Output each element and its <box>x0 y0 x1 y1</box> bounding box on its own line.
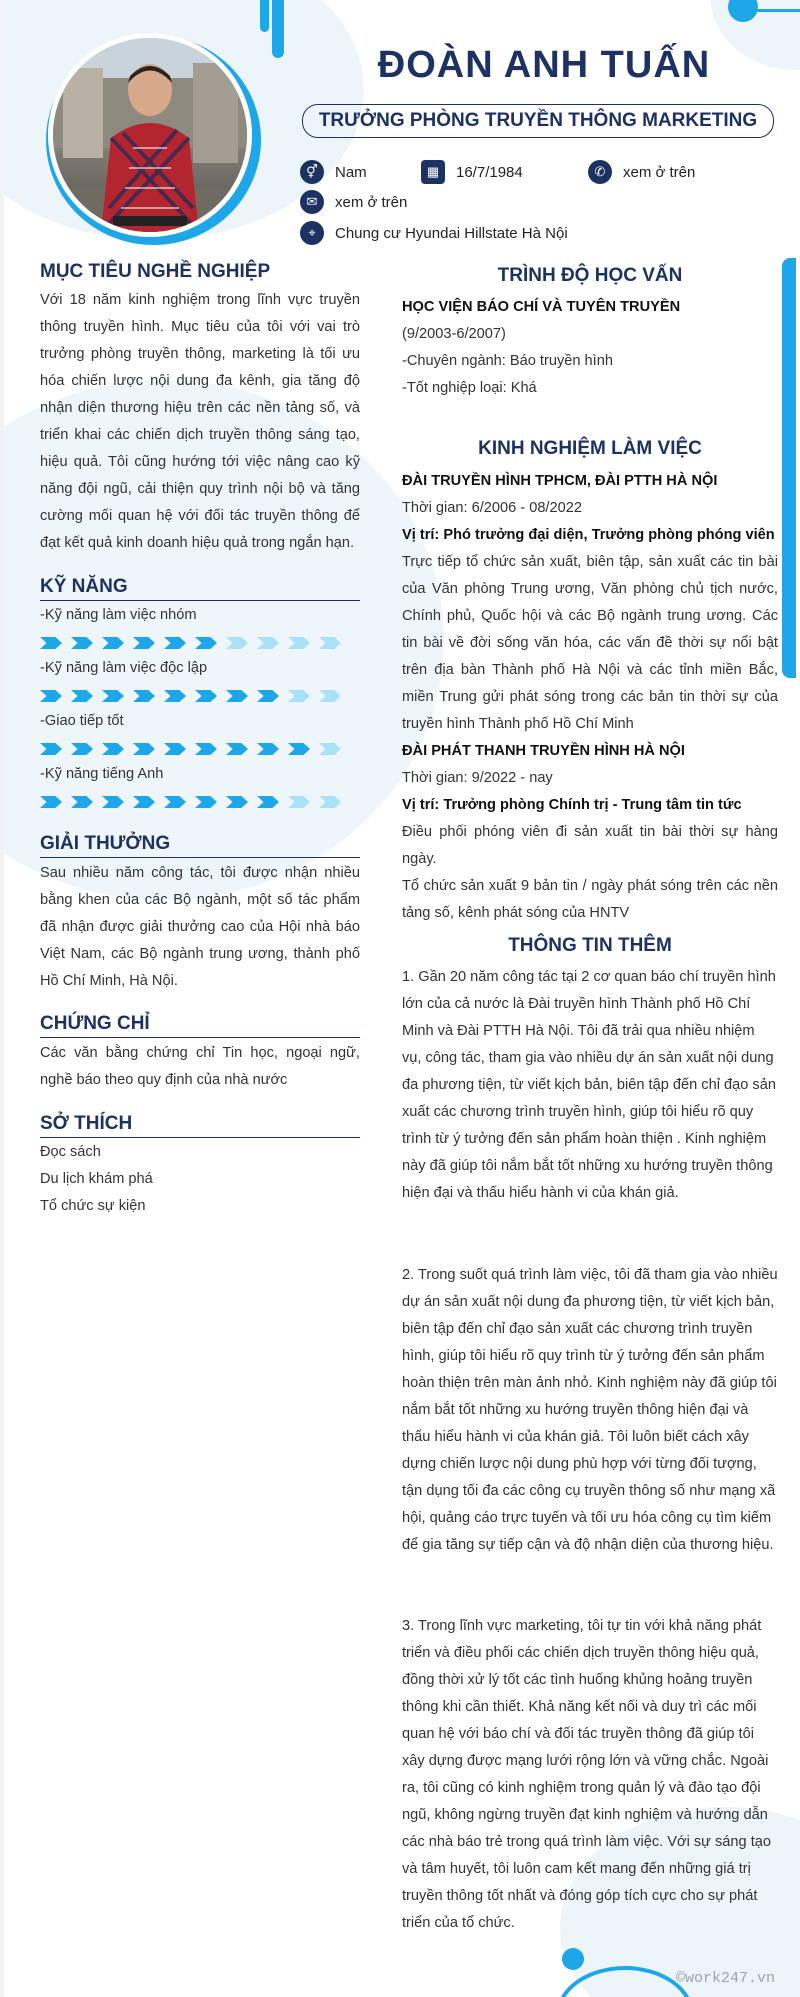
calendar-icon: ▦ <box>421 160 445 184</box>
skill-level-chevron <box>71 743 93 755</box>
job-time: Thời gian: 9/2022 - nay <box>402 770 553 786</box>
skill-level-chevron <box>133 637 155 649</box>
skill-level-chevron <box>257 637 279 649</box>
skill-level-chevron <box>71 796 93 808</box>
skills-title: KỸ NĂNG <box>40 576 128 597</box>
contact-phone <box>588 160 695 184</box>
hobby-item: Đọc sách <box>40 1144 101 1160</box>
education-major: -Chuyên ngành: Báo truyền hình <box>402 353 613 369</box>
skill-level-chevron <box>226 796 248 808</box>
education-title: TRÌNH ĐỘ HỌC VẤN <box>497 265 683 286</box>
email-icon: ✉ <box>300 190 324 214</box>
job-description: Trực tiếp tổ chức sản xuất, biên tập, sản xuất các tin bài của Văn phòng Trung ương, Văn phòng chủ tịch nước, Chính phủ, Quốc hội và các Bộ ngành trung ương. Các tin bài về đời sống văn hóa, các vấn đề thời sự nổi bật trên địa bàn Thành phố Hà Nội và các tỉnh miền Bắc, miền Trung gửi phát sóng trong các bản tin thời sự của truyền hình Thành phố Hồ Chí Minh <box>402 554 778 732</box>
skill-bar <box>40 690 350 702</box>
decor-side-bar <box>782 258 796 678</box>
skill-level-chevron <box>226 637 248 649</box>
skill-level-chevron <box>288 796 310 808</box>
gender-value: Nam <box>335 163 367 181</box>
objective-title: MỤC TIÊU NGHỀ NGHIỆP <box>40 261 271 282</box>
contact-gender <box>300 160 367 184</box>
skill-level-chevron <box>164 637 186 649</box>
skill-label: -Kỹ năng làm việc độc lập <box>40 660 208 676</box>
birthday-value: 16/7/1984 <box>456 163 523 181</box>
company-name: ĐÀI TRUYỀN HÌNH TPHCM, ĐÀI PTTH HÀ NỘI <box>402 473 718 489</box>
skill-level-chevron <box>40 637 62 649</box>
skill-label: -Kỹ năng làm việc nhóm <box>40 607 197 623</box>
job-time: Thời gian: 6/2006 - 08/2022 <box>402 500 582 516</box>
hobby-item: Tổ chức sự kiện <box>40 1198 146 1214</box>
skill-level-chevron <box>257 743 279 755</box>
skill-bar <box>40 743 350 755</box>
skill-level-chevron <box>288 637 310 649</box>
job-position: Vị trí: Trưởng phòng Chính trị - Trung tâm tin tức <box>402 797 742 813</box>
skill-bar <box>40 796 350 808</box>
skill-level-chevron <box>195 637 217 649</box>
skill-label: -Kỹ năng tiếng Anh <box>40 766 164 782</box>
certificates-title: CHỨNG CHỈ <box>40 1013 150 1034</box>
skill-level-chevron <box>226 743 248 755</box>
school-name: HỌC VIỆN BÁO CHÍ VÀ TUYÊN TRUYỀN <box>402 299 681 315</box>
hobbies-title: SỞ THÍCH <box>40 1113 133 1134</box>
skill-level-chevron <box>40 690 62 702</box>
job-description: Tổ chức sản xuất 9 bản tin / ngày phát sóng trên các nền tảng số, kênh phát sóng của HNTV <box>402 878 778 921</box>
skill-level-chevron <box>195 796 217 808</box>
awards-text: Sau nhiều năm công tác, tôi được nhận nhiều bằng khen của các Bộ ngành, một số tác phẩm đã nhận được giải thưởng cao của Hội nhà báo Việt Nam, các Bộ ngành trung ương, thành phố Hồ Chí Minh, Hà Nội. <box>40 865 360 989</box>
hobby-item: Du lịch khám phá <box>40 1171 153 1187</box>
skill-level-chevron <box>288 743 310 755</box>
skill-level-chevron <box>319 796 341 808</box>
email-value: xem ở trên <box>335 193 408 211</box>
skill-level-chevron <box>40 743 62 755</box>
company-name: ĐÀI PHÁT THANH TRUYỀN HÌNH HÀ NỘI <box>402 743 685 759</box>
skill-level-chevron <box>164 796 186 808</box>
skill-level-chevron <box>71 690 93 702</box>
location-icon: ⌖ <box>300 221 324 245</box>
education-grade: -Tốt nghiệp loại: Khá <box>402 380 537 396</box>
more-info-title: THÔNG TIN THÊM <box>508 935 672 956</box>
experience-title: KINH NGHIỆM LÀM VIỆC <box>478 438 702 459</box>
skill-level-chevron <box>164 743 186 755</box>
job-title: TRƯỞNG PHÒNG TRUYỀN THÔNG MARKETING <box>302 104 774 138</box>
skill-level-chevron <box>288 690 310 702</box>
skill-level-chevron <box>319 690 341 702</box>
skill-bar <box>40 637 350 649</box>
skill-level-chevron <box>40 796 62 808</box>
skill-label: -Giao tiếp tốt <box>40 713 124 729</box>
avatar <box>53 38 247 232</box>
skill-level-chevron <box>133 743 155 755</box>
decor-circle <box>562 1948 584 1970</box>
skill-level-chevron <box>102 743 124 755</box>
gender-icon: ⚥ <box>300 160 324 184</box>
contact-address <box>300 221 568 245</box>
education-period: (9/2003-6/2007) <box>402 326 506 342</box>
watermark: ©work247.vn <box>676 1970 776 1987</box>
more-info-paragraph: 3. Trong lĩnh vực marketing, tôi tự tin với khả năng phát triển và điều phối các chiến dịch truyền thông hiệu quả, đồng thời xử lý tốt các tình huống khủng hoảng truyền thông khi cần thiết. Khả năng kết nối và duy trì các mối quan hệ với báo chí và đối tác truyền thông đã giúp tôi xây dựng được mạng lưới rộng lớn và vững chắc. Ngoài ra, tôi cũng có kinh nghiệm trong quản lý và đào tạo đội ngũ, không ngừng truyền đạt kinh nghiệm và hướng dẫn các nhà báo trẻ trong quá trình làm việc. Với sự sáng tạo và tâm huyết, tôi luôn cam kết mang đến những giá trị truyền thông tốt nhất và đóng góp tích cực cho sự phát triển của tổ chức. <box>402 1618 771 1931</box>
skill-level-chevron <box>133 796 155 808</box>
job-description: Điều phối phóng viên đi sản xuất tin bài thời sự hàng ngày. <box>402 824 778 867</box>
job-position: Vị trí: Phó trưởng đại diện, Trưởng phòng phóng viên <box>402 527 775 543</box>
more-info-paragraph: 2. Trong suốt quá trình làm việc, tôi đã tham gia vào nhiều dự án sản xuất nội dung đa phương tiện, từ viết kịch bản, biên tập đến chỉ đạo sản xuất các chương trình truyền hình, giúp tôi hiểu rõ quy trình từ ý tưởng đến sản phẩm hoàn thiện trên màn ảnh nhỏ. Kinh nghiệm này đã giúp tôi nắm bắt tốt những xu hướng truyền thông hiện đại và thấu hiểu hành vi của khán giả. Tôi luôn biết cách xây dựng chiến lược nội dung phù hợp với từng đối tượng, tận dụng tối đa các công cụ truyền thông số như mạng xã hội, quảng cáo trực tuyến và tối ưu hóa công cụ tìm kiếm để gia tăng sự tiếp cận và độ nhận diện của thương hiệu. <box>402 1267 778 1553</box>
skill-level-chevron <box>71 637 93 649</box>
skill-level-chevron <box>102 637 124 649</box>
skill-level-chevron <box>102 796 124 808</box>
more-info-paragraph: 1. Gần 20 năm công tác tại 2 cơ quan báo chí truyền hình lớn của cả nước là Đài truyền hình Thành phố Hồ Chí Minh và Đài PTTH Hà Nội. Tôi đã trải qua nhiều nhiệm vụ, công tác, tham gia vào nhiều dự án sản xuất nội dung đa phương tiện, từ viết kịch bản, biên tập đến chỉ đạo sản xuất các chương trình truyền hình, giúp tôi hiểu rõ quy trình từ ý tưởng đến sản phẩm hoàn thiện . Kinh nghiệm này đã giúp tôi nắm bắt tốt những xu hướng truyền thông hiện đại và thấu hiểu hành vi của khán giả. <box>402 969 776 1201</box>
candidate-name: ĐOÀN ANH TUẤN <box>377 44 711 86</box>
skill-level-chevron <box>164 690 186 702</box>
skill-level-chevron <box>226 690 248 702</box>
awards-title: GIẢI THƯỞNG <box>40 833 171 854</box>
phone-value: xem ở trên <box>623 163 696 181</box>
skill-level-chevron <box>257 690 279 702</box>
skill-level-chevron <box>195 743 217 755</box>
contact-birthday <box>421 160 523 184</box>
address-value: Chung cư Hyundai Hillstate Hà Nội <box>335 224 568 242</box>
contact-email <box>300 190 407 214</box>
decor-bar <box>272 0 284 58</box>
skill-level-chevron <box>195 690 217 702</box>
certificates-text: Các văn bằng chứng chỉ Tin học, ngoại ngữ, nghề báo theo quy định của nhà nước <box>40 1045 360 1088</box>
phone-icon: ✆ <box>588 160 612 184</box>
cv-page <box>4 0 800 1997</box>
skill-level-chevron <box>102 690 124 702</box>
skill-level-chevron <box>257 796 279 808</box>
skill-level-chevron <box>319 637 341 649</box>
skill-level-chevron <box>319 743 341 755</box>
decor-bar <box>260 0 269 32</box>
skill-level-chevron <box>133 690 155 702</box>
objective-text: Với 18 năm kinh nghiệm trong lĩnh vực truyền thông truyền hình. Mục tiêu của tôi với vai trò trưởng phòng truyền thông, marketing là tối ưu hóa chiến lược nội dung đa kênh, gia tăng độ nhận diện thương hiệu trên các nền tảng số, và triển khai các chiến dịch truyền thông sáng tạo, hiệu quả. Tôi cũng hướng tới việc nâng cao kỹ năng đội ngũ, cải thiện quy trình nội bộ và tăng cường mối quan hệ với đối tác truyền thông để đạt kết quả kinh doanh hiệu quả trong ngắn hạn. <box>40 292 360 551</box>
